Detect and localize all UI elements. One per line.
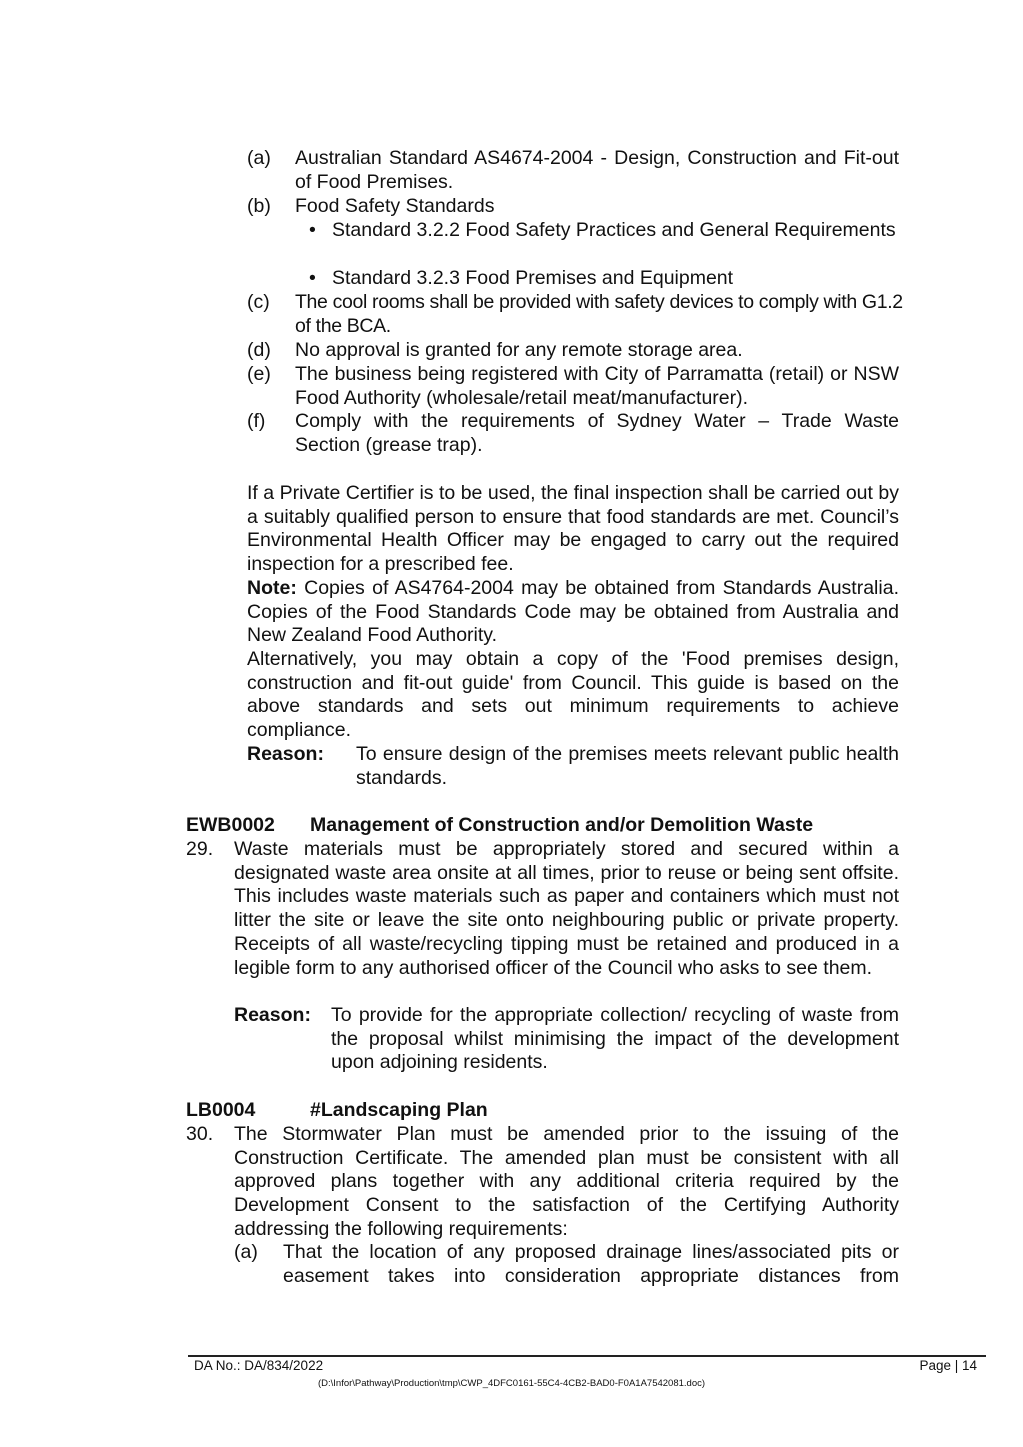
list-item-e: The business being registered with City of Parramatta (retail) or NSW Food Authority (wholesale/retail meat/manufacturer).: [295, 363, 899, 409]
condition-text: Waste materials must be appropriately stored and secured within a designated waste area onsite at all times, prior to reuse or being sent offsite. This includes waste materials such as paper and containers which must not litter the site or leave the site onto neighbouring public or private property. Receipts of all waste/recycling tipping must be retained and produced in a legible form to any authorised officer of the Council who asks to see them.: [234, 838, 899, 979]
reason-text: To provide for the appropriate collection/ recycling of waste from the proposal whilst minimising the impact of the development upon adjoining residents.: [331, 1004, 899, 1074]
condition-code: LB0004: [186, 1099, 256, 1121]
note-label: Note:: [247, 577, 297, 599]
list-label-d: (d): [247, 339, 271, 361]
bullet-icon: •: [309, 267, 316, 289]
condition-title: #Landscaping Plan: [310, 1099, 488, 1121]
list-item-d: No approval is granted for any remote storage area.: [295, 339, 743, 361]
condition-title: Management of Construction and/or Demolition Waste: [310, 814, 814, 836]
footer-da-number: DA No.: DA/834/2022: [194, 1358, 324, 1373]
list-label-a: (a): [247, 147, 271, 169]
paragraph-certifier: If a Private Certifier is to be used, the final inspection shall be carried out by a suitably qualified person to ensure that food standards are met. Council’s Environmental Health Officer may be engaged to carry out the required inspection for a prescribed fee.: [247, 482, 899, 576]
reason-text: To ensure design of the premises meets relevant public health standards.: [356, 743, 899, 789]
condition-number: 29.: [186, 838, 214, 860]
reason-label: Reason:: [234, 1004, 311, 1026]
list-item-a: Australian Standard AS4674-2004 - Design, Construction and Fit-out of Food Premises.: [295, 147, 899, 193]
list-item-f: Comply with the requirements of Sydney Water – Trade Waste Section (grease trap).: [295, 410, 899, 456]
list-label-f: (f): [247, 410, 266, 432]
reason-label: Reason:: [247, 743, 324, 765]
list-item-c: The cool rooms shall be provided with safety devices to comply with G1.2 of the BCA.: [295, 291, 903, 337]
list-label-e: (e): [247, 363, 271, 385]
list-item: That the location of any proposed drainage lines/associated pits or easement takes into consideration appropriate distances from: [283, 1241, 899, 1287]
bullet-icon: •: [309, 219, 316, 241]
list-label-b: (b): [247, 195, 271, 217]
bullet-item: Standard 3.2.3 Food Premises and Equipment: [332, 267, 734, 289]
list-label: (a): [234, 1241, 258, 1263]
paragraph-alternatively: Alternatively, you may obtain a copy of the 'Food premises design, construction and fit-out guide' from Council. This guide is based on the above standards and sets out minimum requirements to achieve compliance.: [247, 648, 899, 742]
note-paragraph: [247, 577, 899, 648]
bullet-item: Standard 3.2.2 Food Safety Practices and General Requirements: [332, 219, 896, 241]
condition-text: The Stormwater Plan must be amended prior to the issuing of the Construction Certificate. The amended plan must be consistent with all approved plans together with any additional criteria required by the Development Consent to the satisfaction of the Certifying Authority addressing the following requirements:: [234, 1123, 899, 1240]
footer-page-number: Page | 14: [919, 1358, 977, 1373]
condition-number: 30.: [186, 1123, 214, 1145]
list-item-b: Food Safety Standards: [295, 195, 495, 217]
footer-divider: [188, 1355, 986, 1357]
condition-code: EWB0002: [186, 814, 275, 836]
footer-file-path: (D:\Infor\Pathway\Production\tmp\CWP_4DFC0161-55C4-4CB2-BAD0-F0A1A7542081.doc): [317, 1378, 706, 1389]
note-text: Copies of AS4764-2004 may be obtained from Standards Australia. Copies of the Food Standards Code may be obtained from Australia and New Zealand Food Authority.: [247, 577, 899, 647]
list-label-c: (c): [247, 291, 270, 313]
